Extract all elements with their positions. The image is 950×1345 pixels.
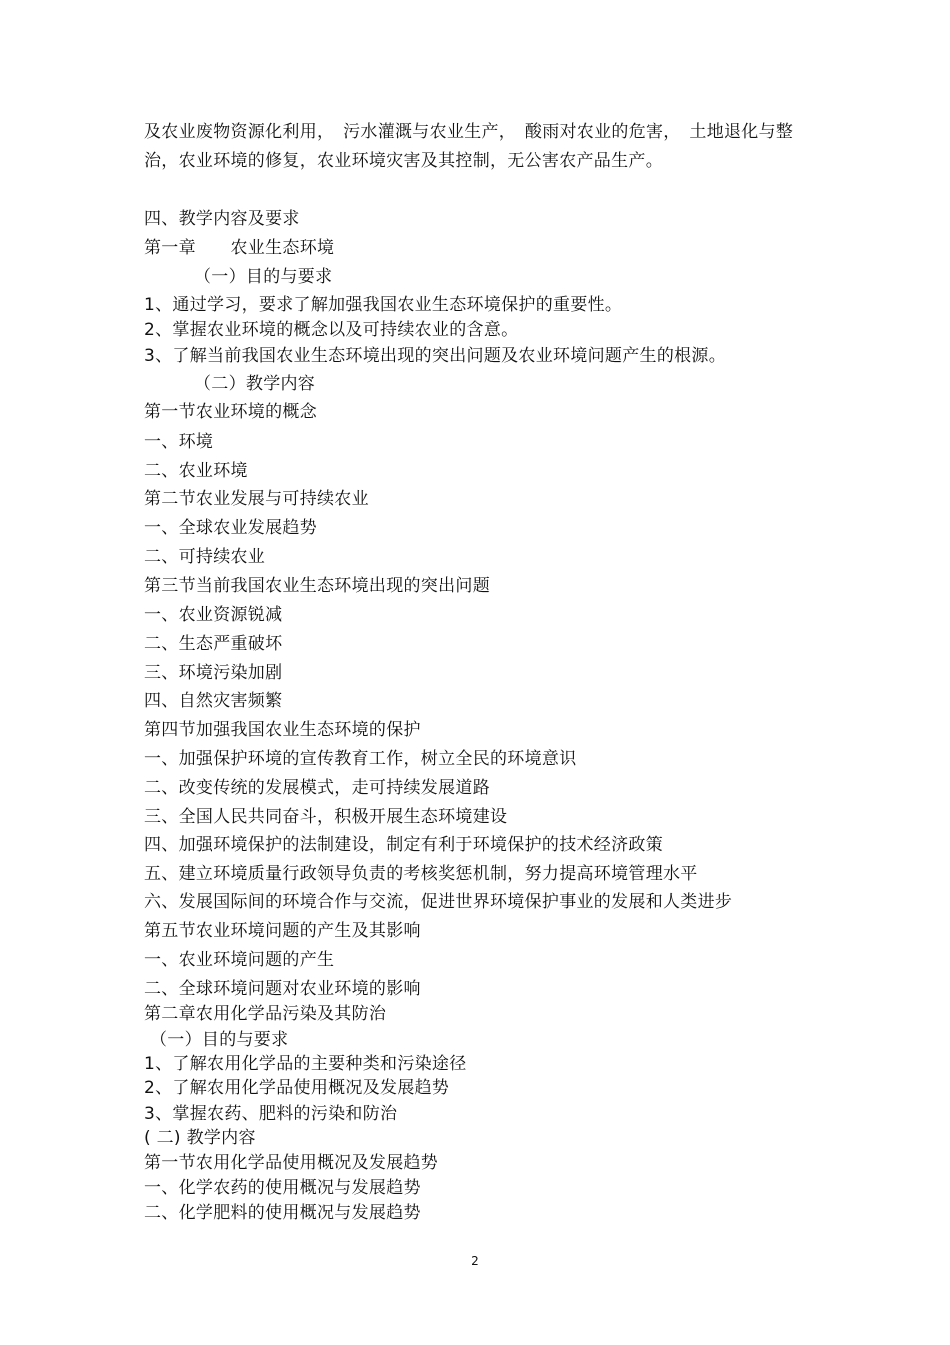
section-title: 第一节农用化学品使用概况及发展趋势	[144, 1153, 439, 1173]
page-number: 2	[471, 1254, 479, 1268]
intro-paragraph: 及农业废物资源化利用， 污水灌溉与农业生产， 酸雨对农业的危害， 土地退化与整治，农业环境的修复，农业环境灾害及其控制，无公害农产品生产。	[144, 122, 794, 171]
section-title: 第一节农业环境的概念	[144, 402, 317, 422]
list-item: 四、自然灾害频繁	[144, 691, 283, 711]
chapter-heading: 第二章农用化学品污染及其防治	[144, 1004, 387, 1024]
list-item: 二、化学肥料的使用概况与发展趋势	[144, 1203, 421, 1223]
list-item: 二、生态严重破坏	[144, 634, 283, 654]
list-item: 二、可持续农业	[144, 547, 266, 567]
list-item: 一、化学农药的使用概况与发展趋势	[144, 1178, 421, 1198]
list-item: 五、建立环境质量行政领导负责的考核奖惩机制，努力提高环境管理水平	[144, 864, 698, 884]
list-item: 1、通过学习，要求了解加强我国农业生态环境保护的重要性。	[144, 295, 623, 315]
subsection-heading: （二）教学内容	[194, 374, 316, 394]
list-item: 3、掌握农药、肥料的污染和防治	[144, 1104, 398, 1124]
list-item: 六、发展国际间的环境合作与交流，促进世界环境保护事业的发展和人类进步	[144, 892, 733, 912]
list-item: 一、农业环境问题的产生	[144, 950, 335, 970]
subsection-heading: ( 二) 教学内容	[144, 1128, 256, 1148]
section-title: 第三节当前我国农业生态环境出现的突出问题	[144, 576, 490, 596]
list-item: 2、掌握农业环境的概念以及可持续农业的含意。	[144, 320, 519, 340]
list-item: 一、环境	[144, 432, 214, 452]
list-item: 四、加强环境保护的法制建设，制定有利于环境保护的技术经济政策	[144, 835, 663, 855]
section-title: 第二节农业发展与可持续农业	[144, 489, 369, 509]
section-title: 第五节农业环境问题的产生及其影响	[144, 921, 421, 941]
subsection-heading: （一）目的与要求	[194, 267, 333, 287]
section-heading: 四、教学内容及要求	[144, 209, 300, 229]
list-item: 一、全球农业发展趋势	[144, 518, 317, 538]
list-item: 3、了解当前我国农业生态环境出现的突出问题及农业环境问题产生的根源。	[144, 346, 727, 366]
list-item: 二、改变传统的发展模式，走可持续发展道路	[144, 778, 490, 798]
section-title: 第四节加强我国农业生态环境的保护	[144, 720, 421, 740]
list-item: 二、全球环境问题对农业环境的影响	[144, 979, 421, 999]
list-item: 三、环境污染加剧	[144, 663, 283, 683]
list-item: 二、农业环境	[144, 461, 248, 481]
list-item: 一、农业资源锐减	[144, 605, 283, 625]
list-item: 1、了解农用化学品的主要种类和污染途径	[144, 1054, 467, 1074]
subsection-heading: （一）目的与要求	[150, 1030, 289, 1050]
list-item: 一、加强保护环境的宣传教育工作，树立全民的环境意识	[144, 749, 577, 769]
list-item: 2、了解农用化学品使用概况及发展趋势	[144, 1078, 450, 1098]
list-item: 三、全国人民共同奋斗，积极开展生态环境建设	[144, 807, 508, 827]
chapter-heading: 第一章 农业生态环境	[144, 238, 335, 258]
